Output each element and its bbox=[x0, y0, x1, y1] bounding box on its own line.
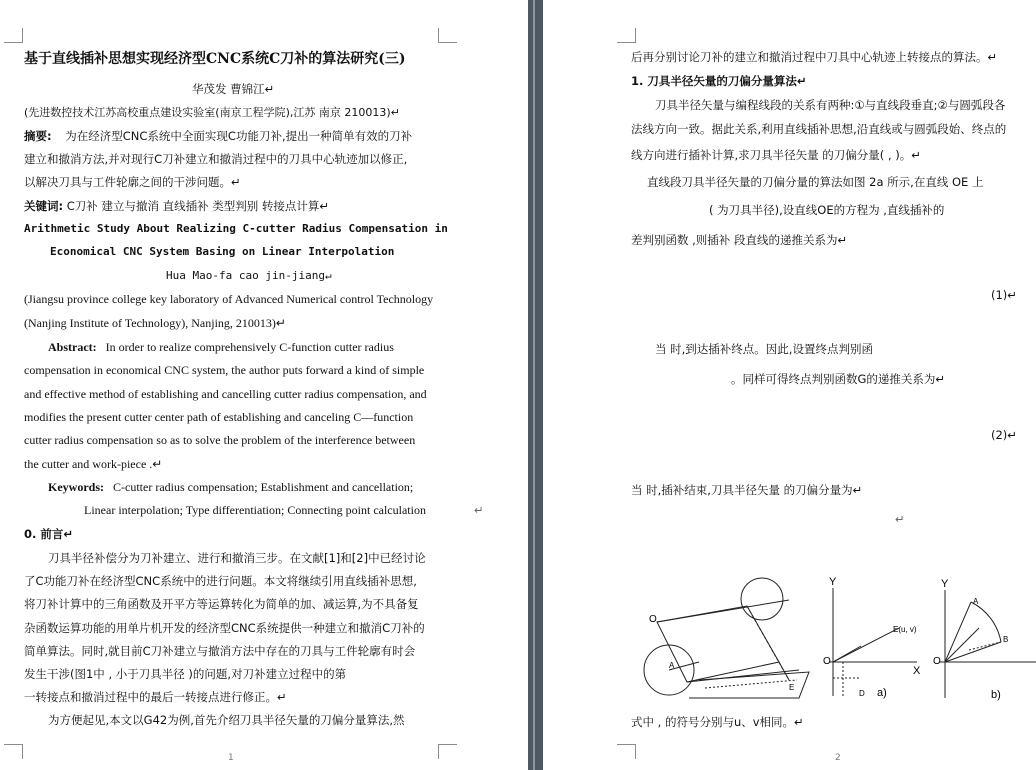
figure-a-label: a) bbox=[877, 687, 887, 699]
point-d-label: D bbox=[859, 689, 865, 698]
radius-line bbox=[945, 602, 971, 662]
crop-mark bbox=[438, 744, 457, 759]
crop-mark bbox=[4, 744, 23, 759]
intro-line: 将刀补计算中的三角函数及开平方等运算转化为简单的加、减运算,为不具备复 bbox=[24, 597, 419, 611]
intro-line: 刀具半径补偿分为刀补建立、进行和撤消三步。在文献[1]和[2]中已经讨论 bbox=[48, 551, 426, 565]
origin-label: O bbox=[933, 656, 941, 667]
body-line: 差判别函数 ,则插补 段直线的递推关系为↵ bbox=[631, 233, 848, 247]
body-line: 线方向进行插补计算,求刀具半径矢量 的刀偏分量( , )。↵ bbox=[631, 148, 921, 162]
body-line: 。同样可得终点判别函数G的递推关系为↵ bbox=[731, 372, 946, 386]
body-line: 后再分别讨论刀补的建立和撤消过程中刀具中心轨迹上转接点的算法。↵ bbox=[631, 50, 998, 64]
crop-mark bbox=[438, 28, 457, 43]
axis-x-label: X bbox=[913, 665, 921, 677]
figure-hatch bbox=[705, 680, 797, 688]
body-line: ( 为刀具半径),设直线OE的方程为 ,直线插补的 bbox=[709, 203, 945, 217]
intro-line: 杂函数运算功能的用单片机开发的经济型CNC系统提供一种建立和撤消C刀补的 bbox=[24, 621, 425, 635]
intro-line: 了C功能刀补在经济型CNC系统中的进行问题。本文将继续引用直线插补思想, bbox=[24, 574, 417, 588]
arc bbox=[971, 602, 1001, 642]
intro-line: 发生干涉(图1中 , 小于刀具半径 )的问题,对刀补建立过程中的第 bbox=[24, 667, 347, 681]
figure-2a bbox=[829, 588, 917, 696]
vector-od bbox=[833, 646, 861, 662]
abstract-line: 摘要: 为在经济型CNC系统中全面实现C功能刀补,提出一种简单有效的刀补 bbox=[24, 129, 413, 143]
body-line: 直线段刀具半径矢量的刀偏分量的算法如图 2a 所示,在直线 OE 上 bbox=[647, 175, 984, 189]
figure-label: A bbox=[669, 661, 675, 670]
paragraph-mark: ↵ bbox=[895, 512, 905, 526]
crop-mark bbox=[617, 744, 636, 759]
body-line: 当 时,插补结束,刀具半径矢量 的刀偏分量为↵ bbox=[631, 483, 863, 497]
page-number: 2 bbox=[835, 753, 841, 763]
projection bbox=[969, 642, 1001, 650]
body-line: 当 时,到达插补终点。因此,设置终点判别函 bbox=[655, 342, 873, 356]
english-abstract-line: and effective method of establishing and cancelling cutter radius compensation, and bbox=[24, 387, 427, 401]
section-heading: 0. 前言↵ bbox=[24, 527, 74, 541]
paper-affiliation: (先进数控技术江苏高校重点建设实验室(南京工程学院),江苏 南京 210013)↵ bbox=[24, 106, 400, 119]
keywords-label: 关键词: bbox=[24, 199, 64, 213]
figure-tool-radius-vector bbox=[629, 570, 1036, 710]
body-line: 刀具半径矢量与编程线段的关系有两种:①与直线段垂直;②与圆弧段各 bbox=[655, 98, 1006, 112]
document-page-2 bbox=[543, 0, 1036, 770]
radius-line bbox=[945, 642, 1001, 662]
intro-line: 一转接点和撤消过程中的最后一转接点进行修正。↵ bbox=[24, 690, 287, 704]
english-abstract-line: compensation in economical CNC system, the author puts forward a kind of simple bbox=[24, 363, 425, 377]
body-line: 式中 , 的符号分别与u、v相同。↵ bbox=[631, 715, 804, 729]
english-title-line: Arithmetic Study About Realizing C-cutter Radius Compensation in bbox=[24, 222, 448, 235]
body-line: 法线方向一致。据此关系,利用直线插补思想,沿直线或与圆弧段始、终点的 bbox=[631, 122, 1007, 136]
point-e-label: E(u, v) bbox=[893, 625, 917, 634]
english-keywords-line: Linear interpolation; Type differentiation; Connecting point calculation bbox=[84, 503, 426, 517]
paper-authors: 华茂发 曹锦江↵ bbox=[192, 82, 275, 96]
point-b-label: B bbox=[1003, 635, 1009, 644]
abstract-label: 摘要: bbox=[24, 129, 52, 143]
axis-y-label: Y bbox=[829, 576, 837, 588]
section-heading: 1. 刀具半径矢量的刀偏分量算法↵ bbox=[631, 74, 807, 88]
figure-quad bbox=[657, 606, 779, 682]
english-abstract-line: cutter radius compensation so as to solve the problem of the interference between bbox=[24, 433, 416, 447]
figure-line bbox=[687, 670, 799, 682]
point-a-label: A bbox=[973, 597, 979, 606]
axis-y-label: Y bbox=[941, 578, 949, 590]
english-abstract-line: the cutter and work-piece .↵ bbox=[24, 457, 163, 471]
figure-label: O bbox=[649, 614, 657, 625]
crop-mark bbox=[617, 28, 636, 43]
keywords-line: 关键词: C刀补 建立与撤消 直线插补 类型判别 转接点计算↵ bbox=[24, 199, 330, 213]
english-abstract-line: Abstract: In order to realize comprehensively C-function cutter radius bbox=[48, 340, 394, 354]
figure-label: E bbox=[789, 683, 795, 692]
intro-line: 简单算法。同时,就目前C刀补建立与撤消方法中存在的刀具与工件轮廓有时会 bbox=[24, 644, 416, 658]
figure-2b bbox=[939, 590, 1036, 698]
radius-line bbox=[945, 628, 979, 662]
abstract-line: 以解决刀具与工件轮廓之间的干涉问题。↵ bbox=[24, 175, 241, 189]
page-gap bbox=[528, 0, 543, 770]
english-affiliation-line: (Jiangsu province college key laboratory of Advanced Numerical control Technology bbox=[24, 292, 434, 306]
paragraph-mark: ↵ bbox=[474, 503, 484, 517]
intro-line: 为方便起见,本文以G42为例,首先介绍刀具半径矢量的刀偏分量算法,然 bbox=[48, 713, 405, 727]
equation-number: (2)↵ bbox=[991, 428, 1017, 442]
english-affiliation-line: (Nanjing Institute of Technology), Nanjing, 210013)↵ bbox=[24, 316, 286, 330]
english-abstract-label: Abstract: bbox=[48, 340, 97, 354]
equation-number: (1)↵ bbox=[991, 288, 1017, 302]
english-keywords-label: Keywords: bbox=[48, 480, 104, 494]
english-authors: Hua Mao-fa cao jin-jiang↵ bbox=[166, 269, 332, 282]
figure-circle-top bbox=[741, 578, 783, 620]
figure-1-diagram bbox=[644, 578, 809, 698]
figure-b-label: b) bbox=[991, 689, 1001, 701]
paper-title: 基于直线插补思想实现经济型CNC系统C刀补的算法研究(三) bbox=[24, 51, 406, 67]
origin-label: O bbox=[823, 656, 831, 667]
english-abstract-line: modifies the present cutter center path of establishing and canceling C—function bbox=[24, 410, 414, 424]
page-number: 1 bbox=[228, 753, 234, 763]
english-title-line: Economical CNC System Basing on Linear Interpolation bbox=[50, 245, 395, 258]
english-keywords-line: Keywords: C-cutter radius compensation; Establishment and cancellation; bbox=[48, 480, 414, 494]
abstract-line: 建立和撤消方法,并对现行C刀补建立和撤消过程中的刀具中心轨迹加以修正, bbox=[24, 152, 408, 166]
crop-mark bbox=[4, 28, 23, 43]
